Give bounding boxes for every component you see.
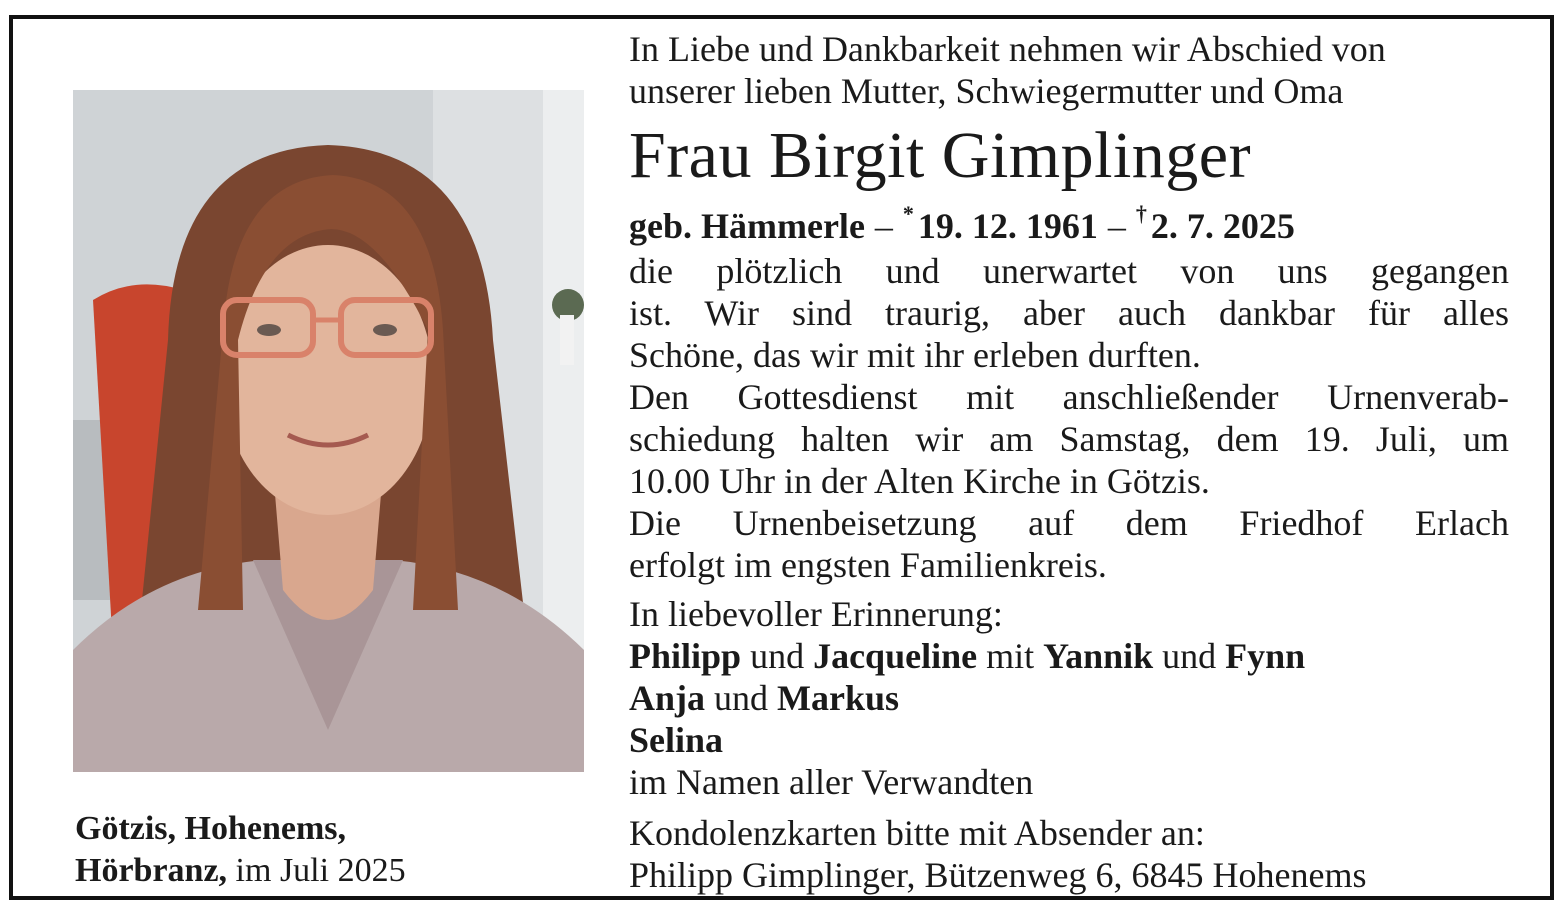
place-name: Hörbranz, (75, 852, 228, 889)
family-member: Philipp (629, 636, 742, 676)
place-line-2 (75, 850, 406, 892)
conjunction: mit (986, 636, 1035, 676)
conjunction: und (750, 636, 805, 676)
family-line-3 (629, 719, 1509, 761)
intro-text (629, 28, 1509, 112)
conjunction: und (714, 678, 769, 718)
birth-symbol: * (902, 201, 914, 226)
announcement-body (629, 250, 1509, 586)
conjunction: und (1162, 636, 1217, 676)
date-text: im Juli 2025 (235, 852, 406, 889)
place-line-1 (75, 808, 406, 850)
death-date: 2. 7. 2025 (1150, 206, 1295, 246)
family-member: Jacqueline (813, 636, 978, 676)
body-line: Schöne, das wir mit ihr erleben durften. (629, 335, 1201, 375)
family-line-2 (629, 677, 1509, 719)
condolences-address: Philipp Gimplinger, Bützenweg 6, 6845 Hohenems (629, 855, 1367, 895)
separator: – (1107, 206, 1126, 246)
life-dates (629, 196, 1509, 248)
separator: – (874, 206, 893, 246)
family-section (629, 593, 1509, 803)
body-line: Den Gottesdienst mit anschließender Urnenverab- (629, 377, 1509, 417)
family-member: Anja (629, 678, 706, 718)
place-names: Götzis, Hohenems, (75, 810, 347, 847)
family-member: Yannik (1043, 636, 1154, 676)
death-symbol: † (1135, 201, 1147, 226)
deceased-name: Frau Birgit Gimplinger (629, 119, 1252, 192)
family-member: Markus (777, 678, 900, 718)
body-line: ist. Wir sind traurig, aber auch dankbar für alles (629, 293, 1509, 333)
place-and-date (75, 808, 406, 892)
family-line-1 (629, 635, 1509, 677)
intro-line: In Liebe und Dankbarkeit nehmen wir Abschied von (629, 29, 1386, 69)
portrait-photo (73, 90, 584, 772)
family-member: Selina (629, 720, 724, 760)
body-line: die plötzlich und unerwartet von uns gegangen (629, 251, 1509, 291)
body-line: Die Urnenbeisetzung auf dem Friedhof Erlach (629, 503, 1509, 543)
body-line: 10.00 Uhr in der Alten Kirche in Götzis. (629, 461, 1210, 501)
family-footer: im Namen aller Verwandten (629, 762, 1034, 802)
body-line: schiedung halten wir am Samstag, dem 19. Juli, um (629, 419, 1509, 459)
condolences-line: Kondolenzkarten bitte mit Absender an: (629, 813, 1205, 853)
maiden-name: geb. Hämmerle (629, 206, 865, 246)
birth-date: 19. 12. 1961 (917, 206, 1098, 246)
condolences-note (629, 812, 1509, 896)
intro-line: unserer lieben Mutter, Schwiegermutter und Oma (629, 71, 1344, 111)
family-member: Fynn (1225, 636, 1306, 676)
family-heading: In liebevoller Erinnerung: (629, 594, 1003, 634)
body-line: erfolgt im engsten Familienkreis. (629, 545, 1107, 585)
